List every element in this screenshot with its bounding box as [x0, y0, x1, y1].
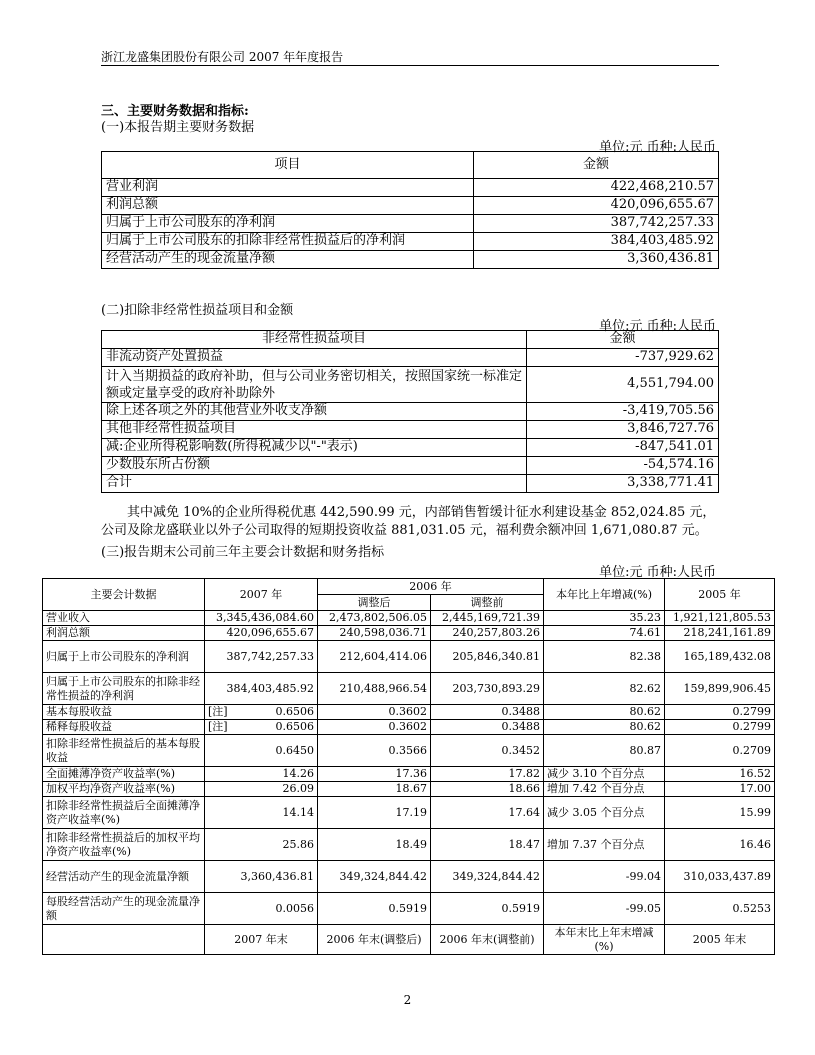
table-row: 利润总额 420,096,655.67	[102, 197, 719, 215]
col-header-2007: 2007 年	[205, 579, 318, 611]
report-header: 浙江龙盛集团股份有限公司 2007 年年度报告	[101, 50, 344, 64]
col-header-change: 本年比上年增减(%)	[544, 579, 665, 611]
table-row: 其他非经常性损益项目 3,846,727.76	[102, 421, 719, 439]
col-header-adjusted-after: 调整后	[318, 595, 431, 611]
col-header-2005: 2005 年	[665, 579, 775, 611]
table-footer-row: 2007 年末 2006 年末(调整后) 2006 年末(调整前) 本年末比上年末增减(%) 2005 年末	[43, 925, 775, 955]
table-row: 基本每股收益 [注] 0.6506 0.3602 0.3488 80.62 0.2799	[43, 705, 775, 720]
table-row: 归属于上市公司股东的扣除非经常性损益后的净利润 384,403,485.92	[102, 233, 719, 251]
sub3-unit: 单位:元 币种:人民币	[599, 565, 716, 580]
table-row: 营业利润 422,468,210.57	[102, 179, 719, 197]
table-row: 扣除非经常性损益后全面摊薄净资产收益率(%) 14.14 17.19 17.64 减少 3.05 个百分点 15.99	[43, 797, 775, 829]
sub2-unit: 单位:元 币种:人民币	[599, 319, 716, 334]
table-row: 营业收入 3,345,436,084.60 2,473,802,506.05 2,445,169,721.39 35.23 1,921,121,805.53	[43, 611, 775, 626]
page-number: 2	[403, 993, 412, 1007]
eps-note: [注]	[208, 705, 228, 719]
sub1-unit: 单位:元 币种:人民币	[599, 140, 716, 155]
table-row: 归属于上市公司股东的净利润 387,742,257.33	[102, 215, 719, 233]
col-header-amount: 金额	[527, 331, 719, 349]
table-row: 非流动资产处置损益 -737,929.62	[102, 349, 719, 367]
col-header-item: 主要会计数据	[43, 579, 205, 611]
table-row: 全面摊薄净资产收益率(%) 14.26 17.36 17.82 减少 3.10 个百分点 16.52	[43, 767, 775, 782]
table-row: 计入当期损益的政府补助，但与公司业务密切相关，按照国家统一标准定额或定量享受的政府补助除外 4,551,794.00	[102, 367, 719, 403]
sub3-title: (三)报告期末公司前三年主要会计数据和财务指标	[101, 545, 385, 560]
sub2-note-line1: 其中减免 10%的企业所得税优惠 442,590.99 元，内部销售暂缓计征水利建设基金 852,024.85 元，	[127, 505, 716, 520]
non-recurring-table	[101, 330, 719, 493]
col-header-item: 项目	[102, 152, 474, 179]
sub2-note-line2: 公司及除龙盛联业以外子公司取得的短期投资收益 881,031.05 元，福利费余额冲回 1,671,080.87 元。	[101, 523, 708, 538]
table-row: 减:企业所得税影响数(所得税减少以"-"表示) -847,541.01	[102, 439, 719, 457]
col-header-item: 非经常性损益项目	[102, 331, 527, 349]
eps-note: [注]	[208, 720, 228, 734]
three-year-table	[42, 578, 775, 955]
table-row: 扣除非经常性损益后的加权平均净资产收益率(%) 25.86 18.49 18.47 增加 7.37 个百分点 16.46	[43, 829, 775, 861]
table-row: 经营活动产生的现金流量净额 3,360,436.81	[102, 251, 719, 269]
col-header-2006: 2006 年	[318, 579, 544, 595]
header-divider	[101, 65, 719, 66]
table-row: 少数股东所占份额 -54,574.16	[102, 457, 719, 475]
table-row: 经营活动产生的现金流量净额 3,360,436.81 349,324,844.42 349,324,844.42 -99.04 310,033,437.89	[43, 861, 775, 893]
main-financial-table	[101, 151, 719, 269]
col-header-amount: 金额	[474, 152, 719, 179]
sub1-title: (一)本报告期主要财务数据	[101, 120, 255, 135]
table-row: 扣除非经常性损益后的基本每股收益 0.6450 0.3566 0.3452 80.87 0.2709	[43, 735, 775, 767]
table-row: 归属于上市公司股东的净利润 387,742,257.33 212,604,414.06 205,846,340.81 82.38 165,189,432.08	[43, 641, 775, 673]
table-row: 加权平均净资产收益率(%) 26.09 18.67 18.66 增加 7.42 个百分点 17.00	[43, 782, 775, 797]
table-row: 合计 3,338,771.41	[102, 475, 719, 493]
table-row: 归属于上市公司股东的扣除非经常性损益的净利润 384,403,485.92 210,488,966.54 203,730,893.29 82.62 159,899,906.45	[43, 673, 775, 705]
table-row: 每股经营活动产生的现金流量净额 0.0056 0.5919 0.5919 -99.05 0.5253	[43, 893, 775, 925]
table-row: 利润总额 420,096,655.67 240,598,036.71 240,257,803.26 74.61 218,241,161.89	[43, 626, 775, 641]
section-title: 三、主要财务数据和指标:	[101, 104, 249, 119]
col-header-adjusted-before: 调整前	[431, 595, 544, 611]
table-row: 除上述各项之外的其他营业外收支净额 -3,419,705.56	[102, 403, 719, 421]
sub2-title: (二)扣除非经常性损益项目和金额	[101, 303, 294, 318]
table-row: 稀释每股收益 [注] 0.6506 0.3602 0.3488 80.62 0.2799	[43, 720, 775, 735]
